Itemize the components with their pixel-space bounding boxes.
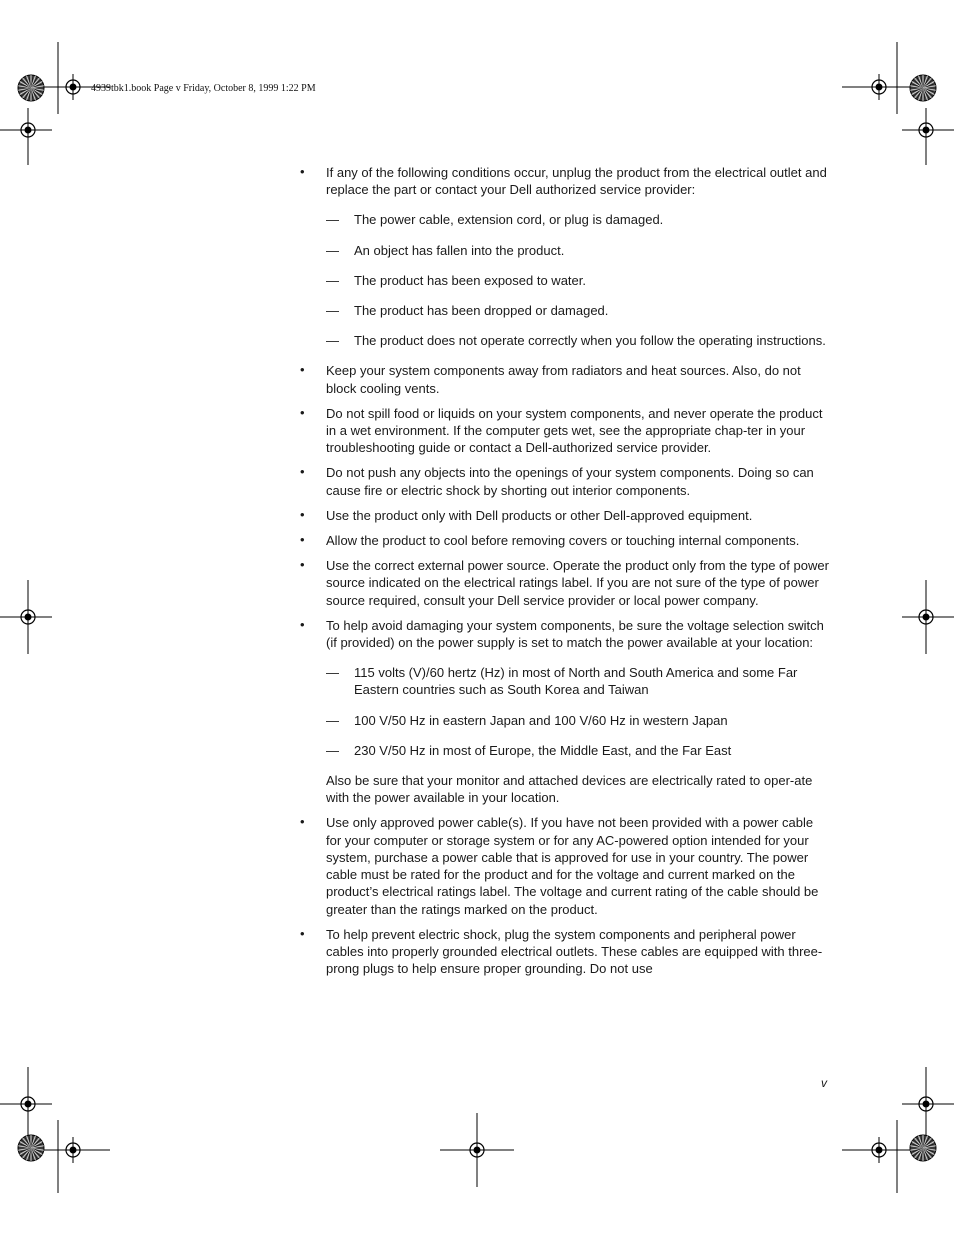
bullet-dot-icon: • (300, 506, 305, 522)
bullet-text: Allow the product to cool before removing covers or touching internal components. (326, 533, 800, 549)
em-dash-icon: — (326, 212, 339, 228)
registration-target-icon (15, 1091, 41, 1117)
em-dash-icon: — (326, 242, 339, 258)
print-slug: 4939tbk1.book Page v Friday, October 8, 1999 1:22 PM (91, 83, 316, 94)
bullet-dot-icon: • (300, 557, 305, 573)
em-dash-icon: — (326, 712, 339, 728)
bullet-dot-icon: • (300, 925, 305, 941)
em-dash-icon: — (326, 303, 339, 319)
registration-target-icon (866, 74, 892, 100)
bullet-item (300, 814, 830, 917)
page-number: v (821, 1076, 827, 1090)
bullet-item (300, 164, 830, 349)
registration-target-icon (913, 604, 939, 630)
bullet-text: To help avoid damaging your system components, be sure the voltage selection switch (if provided) on the power supply is set to match the power available at your location: (326, 617, 824, 651)
bullet-dot-icon: • (300, 464, 305, 480)
sub-item (326, 272, 830, 289)
bullet-item (300, 617, 830, 807)
bullet-text: Use the correct external power source. Operate the product only from the type of power source indicated on the electrical ratings label. If you are not sure of the type of power source required, consult your Dell service provider or local power company. (326, 558, 829, 608)
bullet-item (300, 507, 830, 524)
em-dash-icon: — (326, 333, 339, 349)
bullet-item (300, 464, 830, 498)
bullet-item (300, 557, 830, 609)
sub-item-text: The product has been exposed to water. (354, 272, 586, 288)
bullet-dot-icon: • (300, 164, 305, 179)
starburst-mark-icon (910, 75, 936, 101)
starburst-mark-icon (18, 75, 44, 101)
sub-item (326, 332, 830, 349)
sub-item-text: 230 V/50 Hz in most of Europe, the Middle East, and the Far East (354, 742, 732, 758)
bullet-text: Do not push any objects into the openings of your system components. Doing so can cause fire or electric shock by shorting out interior components. (326, 465, 814, 498)
bullet-text: Do not spill food or liquids on your system components, and never operate the product in a wet environment. If the computer gets wet, see the appropriate chap-ter in your troubleshooting guide or contact a Dell-authorized service provider. (326, 405, 823, 456)
safety-instructions-list (300, 164, 830, 985)
bullet-text: Use only approved power cable(s). If you have not been provided with a power cable for your computer or storage system or for any AC-powered option intended for your system, purchase a power cable that is approved for use in your country. The power cable must be rated for the product and for the voltage and current marked on the product’s electrical ratings label. The voltage and current rating of the cable should be greater than the ratings marked on the product. (326, 815, 819, 917)
bullet-dot-icon: • (300, 362, 305, 378)
sub-item-text: The power cable, extension cord, or plug is damaged. (354, 212, 664, 228)
em-dash-icon: — (326, 272, 339, 288)
starburst-mark-icon (18, 1135, 44, 1161)
sub-list (326, 664, 830, 759)
sub-item-text: 100 V/50 Hz in eastern Japan and 100 V/60 Hz in western Japan (354, 712, 728, 728)
bullet-dot-icon: • (300, 404, 305, 420)
em-dash-icon: — (326, 665, 339, 681)
registration-target-icon (866, 1137, 892, 1163)
bullet-item (300, 532, 830, 549)
bullet-text: If any of the following conditions occur, unplug the product from the electrical outlet and replace the part or contact your Dell authorized service provider: (326, 165, 827, 198)
registration-target-icon (60, 1137, 86, 1163)
bullet-item (300, 405, 830, 457)
bullet-text: To help prevent electric shock, plug the system components and peripheral power cables into properly grounded electrical outlets. These cables are equipped with three-prong plugs to help ensure proper grounding. Do not use (326, 926, 823, 977)
starburst-mark-icon (910, 1135, 936, 1161)
registration-target-icon (15, 604, 41, 630)
registration-target-icon (60, 74, 86, 100)
bullet-item (300, 926, 830, 978)
sub-item (326, 712, 830, 729)
bullet-text: Use the product only with Dell products or other Dell-approved equipment. (326, 507, 753, 523)
sub-item-text: 115 volts (V)/60 hertz (Hz) in most of North and South America and some Far Eastern countries such as South Korea and Taiwan (354, 665, 798, 698)
sub-item (326, 664, 830, 698)
bullet-item (300, 362, 830, 396)
registration-target-icon (464, 1137, 490, 1163)
registration-target-icon (913, 1091, 939, 1117)
sub-item-text: The product does not operate correctly when you follow the operating instructions. (354, 333, 826, 349)
sub-item (326, 742, 830, 759)
bullet-dot-icon: • (300, 532, 305, 548)
sub-item (326, 302, 830, 319)
sub-item-text: The product has been dropped or damaged. (354, 303, 609, 319)
bullet-dot-icon: • (300, 616, 305, 632)
sub-item (326, 242, 830, 259)
em-dash-icon: — (326, 742, 339, 758)
sub-item-text: An object has fallen into the product. (354, 242, 565, 258)
sub-list (326, 211, 830, 349)
bullet-dot-icon: • (300, 814, 305, 830)
sub-item (326, 211, 830, 228)
bullet-text: Keep your system components away from radiators and heat sources. Also, do not block cooling vents. (326, 363, 801, 396)
bullet-followup-text: Also be sure that your monitor and attached devices are electrically rated to oper-ate with the power available in your location. (326, 773, 813, 806)
